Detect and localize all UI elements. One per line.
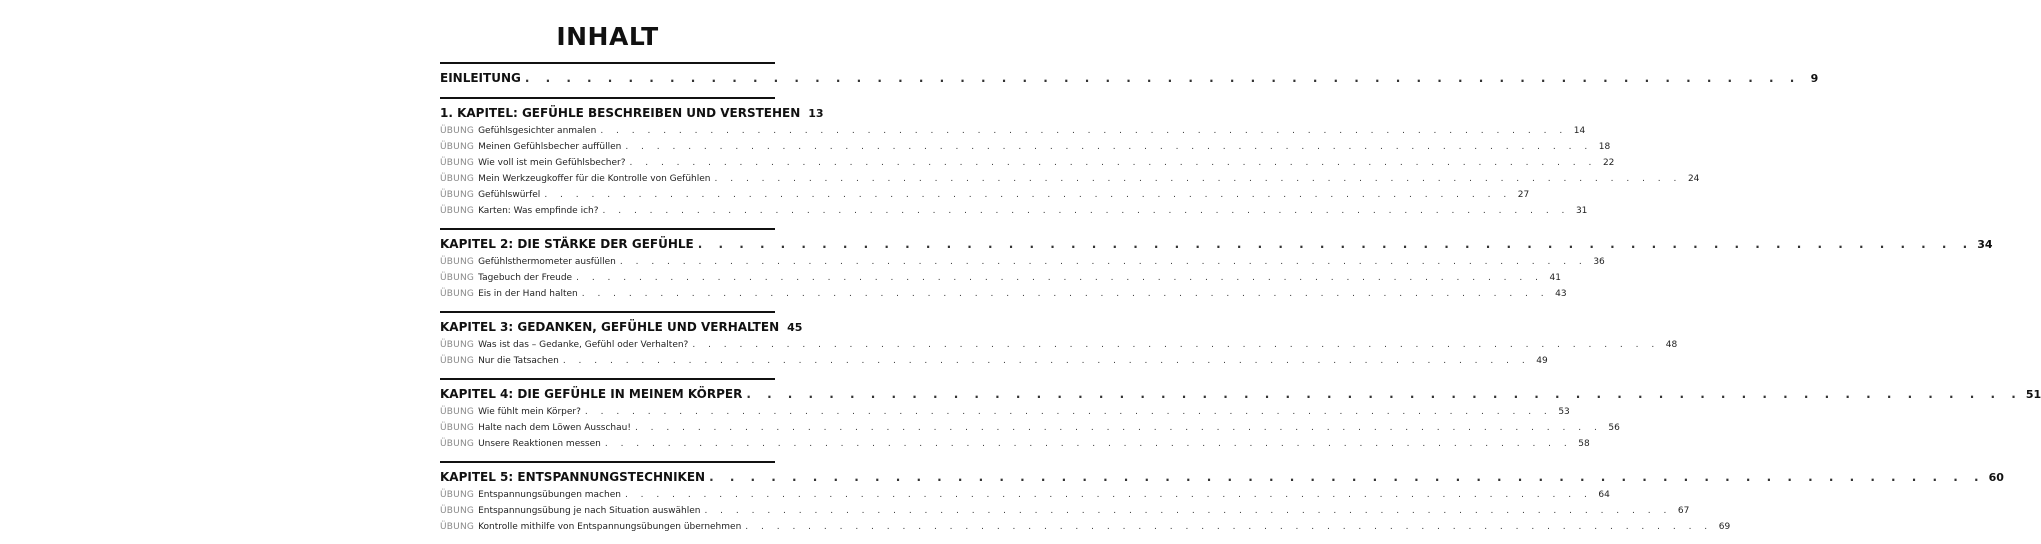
exercise-tag: ÜBUNG (440, 340, 475, 350)
exercise-tag: ÜBUNG (440, 289, 475, 299)
exercise-entry[interactable] (440, 519, 1731, 535)
exercise-page-number: 18 (1598, 142, 1611, 152)
exercise-entry[interactable] (440, 436, 1590, 452)
exercise-page-number: 56 (1608, 423, 1620, 433)
exercise-tag: ÜBUNG (440, 273, 475, 283)
dot-leader: . . . . . . . . . . . . . . . . . . . . . . . . . . . . . . . . . . . . . . . . . . . . . . . . . . . . . . . . . . . . . . (524, 71, 1801, 85)
toc-section (440, 62, 1819, 88)
dot-leader: . . . . . . . . . . . . . . . . . . . . . . . . . . . . . . . . . . . . . . . . . . . . . . . . . . . . . . . . . . . . . . (619, 257, 1587, 267)
dot-leader: . . . . . . . . . . . . . . . . . . . . . . . . . . . . . . . . . . . . . . . . . . . . . . . . . . . . . . . . . . . . . . (709, 470, 1985, 484)
exercise-page-number: 67 (1677, 506, 1690, 516)
dot-leader: . . . . . . . . . . . . . . . . . . . . . . . . . . . . . . . . . . . . . . . . . . . . . . . . . . . . . . . . . . . . . . (581, 289, 1549, 299)
chapter-page-number: 51 (2025, 388, 2041, 401)
page-title: INHALT (556, 22, 659, 51)
exercise-title: Gefühlsgesichter anmalen (478, 126, 597, 136)
chapter-title: EINLEITUNG (440, 71, 521, 85)
exercise-title: Entspannungsübungen machen (478, 490, 621, 500)
dot-leader: . . . . . . . . . . . . . . . . . . . . . . . . . . . . . . . . . . . . . . . . . . . . . . . . . . . . . . . . . . . . . . (634, 423, 1602, 433)
exercise-page-number: 49 (1536, 356, 1548, 366)
exercise-title: Was ist das – Gedanke, Gefühl oder Verhalten? (478, 340, 689, 350)
exercise-tag: ÜBUNG (440, 439, 475, 449)
toc-section (440, 378, 2041, 452)
exercise-page-number: 58 (1578, 439, 1590, 449)
dot-leader: . . . . . . . . . . . . . . . . . . . . . . . . . . . . . . . . . . . . . . . . . . . . . . . . . . . . . . . . . . . . . . (697, 237, 1974, 251)
dot-leader: . . . . . . . . . . . . . . . . . . . . . . . . . . . . . . . . . . . . . . . . . . . . . . . . . . . . . . . . . . . . . . (629, 158, 1597, 168)
chapter-heading[interactable] (440, 68, 1819, 88)
exercise-entry[interactable] (440, 155, 1615, 171)
exercise-tag: ÜBUNG (440, 423, 475, 433)
chapter-page-number: 60 (1988, 471, 2004, 484)
chapter-heading[interactable] (440, 103, 824, 123)
exercise-page-number: 36 (1593, 257, 1605, 267)
toc-section (440, 461, 2004, 535)
exercise-page-number: 14 (1573, 126, 1586, 136)
dot-leader: . . . . . . . . . . . . . . . . . . . . . . . . . . . . . . . . . . . . . . . . . . . . . . . . . . . . . . . . . . . . . . (714, 174, 1682, 184)
exercise-entry[interactable] (440, 123, 1586, 139)
exercise-title: Eis in der Hand halten (478, 289, 578, 299)
exercise-page-number: 64 (1598, 490, 1610, 500)
exercise-title: Entspannungsübung je nach Situation auswählen (478, 506, 701, 516)
exercise-tag: ÜBUNG (440, 506, 475, 516)
dot-leader: . . . . . . . . . . . . . . . . . . . . . . . . . . . . . . . . . . . . . . . . . . . . . . . . . . . . . . . . . . . . . . (600, 126, 1568, 136)
chapter-page-number: 9 (1810, 72, 1819, 85)
dot-leader: . . . . . . . . . . . . . . . . . . . . . . . . . . . . . . . . . . . . . . . . . . . . . . . . . . . . . . . . . . . . . . (625, 142, 1593, 152)
exercise-tag: ÜBUNG (440, 126, 475, 136)
exercise-entry[interactable] (440, 203, 1588, 219)
chapter-heading[interactable] (440, 467, 2004, 487)
table-of-contents (440, 62, 2041, 544)
exercise-title: Karten: Was empfinde ich? (478, 206, 599, 216)
exercise-tag: ÜBUNG (440, 158, 475, 168)
dot-leader: . . . . . . . . . . . . . . . . . . . . . . . . . . . . . . . . . . . . . . . . . . . . . . . . . . . . . . . . . . . . . . (604, 439, 1572, 449)
dot-leader: . . . . . . . . . . . . . . . . . . . . . . . . . . . . . . . . . . . . . . . . . . . . . . . . . . . . . . . . . . . . . . (584, 407, 1552, 417)
exercise-entry[interactable] (440, 487, 1610, 503)
toc-section (440, 311, 1678, 369)
exercise-tag: ÜBUNG (440, 174, 475, 184)
exercise-entry[interactable] (440, 286, 1567, 302)
dot-leader: . . . . . . . . . . . . . . . . . . . . . . . . . . . . . . . . . . . . . . . . . . . . . . . . . . . . . . . . . . . . . . (602, 206, 1570, 216)
exercise-entry[interactable] (440, 171, 1700, 187)
exercise-entry[interactable] (440, 139, 1611, 155)
chapter-page-number: 13 (808, 107, 824, 120)
exercise-page-number: 22 (1602, 158, 1615, 168)
exercise-page-number: 31 (1575, 206, 1588, 216)
chapter-heading[interactable] (440, 234, 1993, 254)
chapter-title: KAPITEL 3: GEDANKEN, GEFÜHLE UND VERHALTEN (440, 320, 780, 334)
chapter-title: KAPITEL 5: ENTSPANNUNGSTECHNIKEN (440, 470, 706, 484)
exercise-page-number: 48 (1665, 340, 1678, 350)
exercise-tag: ÜBUNG (440, 257, 475, 267)
exercise-tag: ÜBUNG (440, 190, 475, 200)
exercise-page-number: 53 (1558, 407, 1570, 417)
exercise-title: Wie fühlt mein Körper? (478, 407, 581, 417)
exercise-entry[interactable] (440, 420, 1620, 436)
chapter-title: KAPITEL 2: DIE STÄRKE DER GEFÜHLE (440, 237, 694, 251)
chapter-heading[interactable] (440, 384, 2041, 404)
exercise-page-number: 27 (1517, 190, 1530, 200)
chapter-page-number: 45 (787, 321, 803, 334)
exercise-tag: ÜBUNG (440, 142, 475, 152)
exercise-title: Gefühlsthermometer ausfüllen (478, 257, 616, 267)
exercise-tag: ÜBUNG (440, 206, 475, 216)
chapter-page-number: 34 (1977, 238, 1993, 251)
dot-leader: . . . . . . . . . . . . . . . . . . . . . . . . . . . . . . . . . . . . . . . . . . . . . . . . . . . . . . . . . . . . . . (544, 190, 1512, 200)
exercise-title: Mein Werkzeugkoffer für die Kontrolle von Gefühlen (478, 174, 711, 184)
dot-leader: . . . . . . . . . . . . . . . . . . . . . . . . . . . . . . . . . . . . . . . . . . . . . . . . . . . . . . . . . . . . . . (624, 490, 1592, 500)
toc-section (440, 228, 1993, 302)
exercise-tag: ÜBUNG (440, 407, 475, 417)
exercise-entry[interactable] (440, 187, 1530, 203)
dot-leader: . . . . . . . . . . . . . . . . . . . . . . . . . . . . . . . . . . . . . . . . . . . . . . . . . . . . . . . . . . . . . . (562, 356, 1530, 366)
toc-section (440, 97, 1700, 219)
exercise-title: Meinen Gefühlsbecher auffüllen (478, 142, 622, 152)
exercise-entry[interactable] (440, 254, 1605, 270)
exercise-page-number: 69 (1718, 522, 1731, 532)
exercise-tag: ÜBUNG (440, 356, 475, 366)
exercise-tag: ÜBUNG (440, 522, 475, 532)
exercise-page-number: 24 (1687, 174, 1700, 184)
exercise-title: Wie voll ist mein Gefühlsbecher? (478, 158, 626, 168)
chapter-heading[interactable] (440, 317, 803, 337)
exercise-entry[interactable] (440, 404, 1570, 420)
exercise-entry[interactable] (440, 353, 1548, 369)
dot-leader: . . . . . . . . . . . . . . . . . . . . . . . . . . . . . . . . . . . . . . . . . . . . . . . . . . . . . . . . . . . . . . (576, 273, 1543, 283)
dot-leader: . . . . . . . . . . . . . . . . . . . . . . . . . . . . . . . . . . . . . . . . . . . . . . . . . . . . . . . . . . . . . . (704, 506, 1672, 516)
exercise-title: Kontrolle mithilfe von Entspannungsübungen übernehmen (478, 522, 742, 532)
chapter-title: 1. KAPITEL: GEFÜHLE BESCHREIBEN UND VERSTEHEN (440, 106, 801, 120)
exercise-entry[interactable] (440, 337, 1678, 353)
exercise-page-number: 41 (1549, 273, 1561, 283)
exercise-entry[interactable] (440, 503, 1690, 519)
exercise-title: Unsere Reaktionen messen (478, 439, 601, 449)
exercise-title: Tagebuch der Freude (478, 273, 573, 283)
exercise-page-number: 43 (1555, 289, 1567, 299)
exercise-title: Nur die Tatsachen (478, 356, 559, 366)
exercise-title: Halte nach dem Löwen Ausschau! (478, 423, 631, 433)
dot-leader: . . . . . . . . . . . . . . . . . . . . . . . . . . . . . . . . . . . . . . . . . . . . . . . . . . . . . . . . . . . . . . (692, 340, 1660, 350)
exercise-title: Gefühlswürfel (478, 190, 541, 200)
dot-leader: . . . . . . . . . . . . . . . . . . . . . . . . . . . . . . . . . . . . . . . . . . . . . . . . . . . . . . . . . . . . . . (746, 387, 2022, 401)
chapter-title: KAPITEL 4: DIE GEFÜHLE IN MEINEM KÖRPER (440, 387, 743, 401)
exercise-tag: ÜBUNG (440, 490, 475, 500)
dot-leader: . . . . . . . . . . . . . . . . . . . . . . . . . . . . . . . . . . . . . . . . . . . . . . . . . . . . . . . . . . . . . . (745, 522, 1713, 532)
exercise-entry[interactable] (440, 270, 1561, 286)
